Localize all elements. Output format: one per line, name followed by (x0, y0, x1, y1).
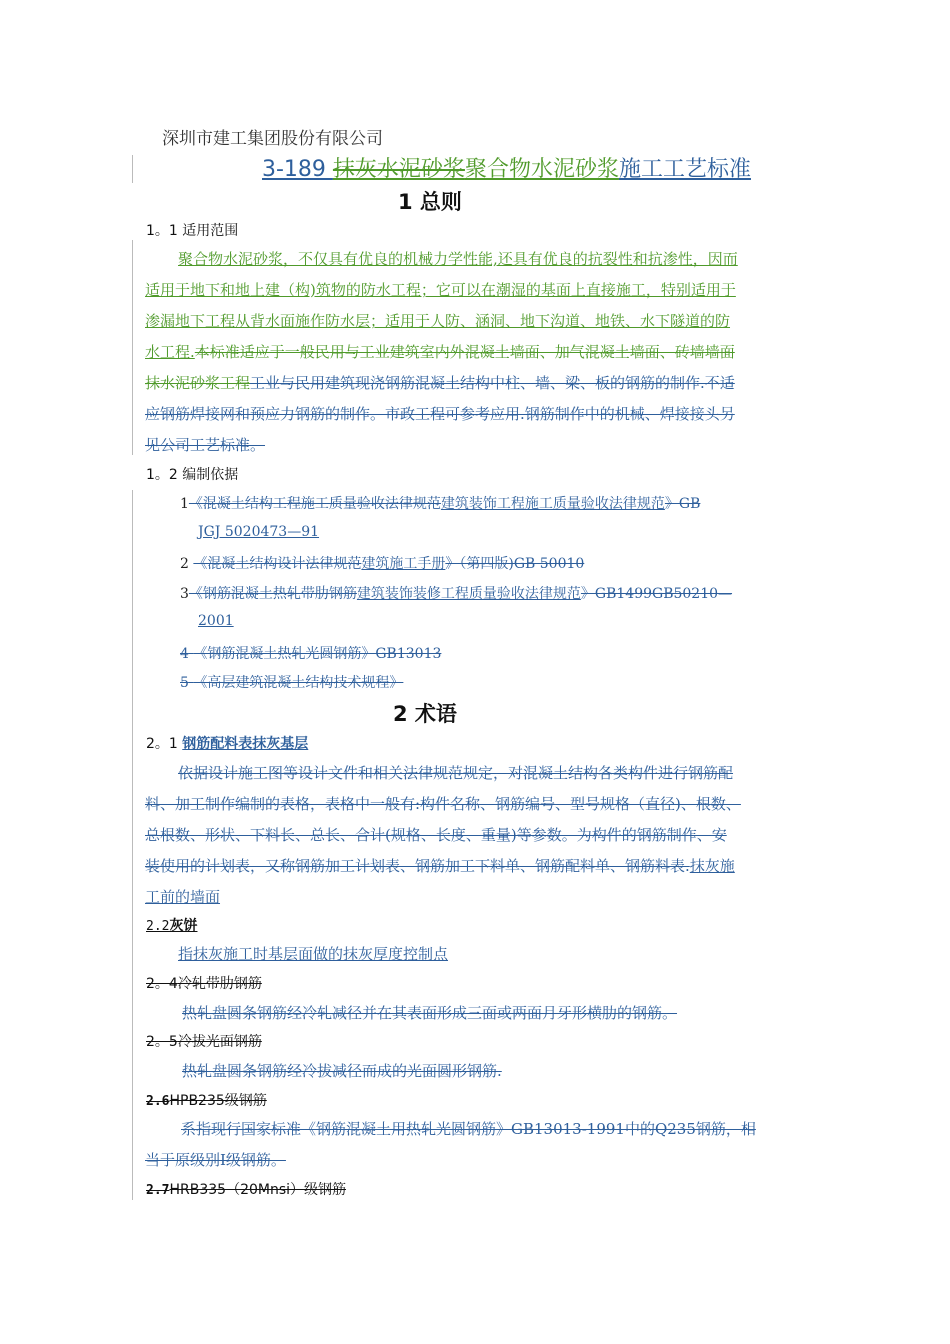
term-label: 2。5冷拔光面钢筋 (146, 1034, 262, 1050)
paragraph-line: 见公司工艺标准。 (145, 436, 266, 454)
paragraph-line: 渗漏地下工程从背水面施作防水层；适用于人防、涵洞、地下沟道、地铁、水下隧道的防 (145, 312, 731, 330)
paragraph-line: 系指现行国家标准《钢筋混凝土用热轧光圆钢筋》GB13013-1991中的Q235钢筋，相 (181, 1120, 756, 1138)
paragraph-line: 应钢筋焊接网和预应力钢筋的制作。市政工程可参考应用.钢筋制作中的机械、焊接接头另 (145, 405, 735, 423)
document-title: 3-189 抹灰水泥砂浆聚合物水泥砂浆施工工艺标准 (262, 157, 751, 182)
paragraph-line: 适用于地下和地上建（构)筑物的防水工程；它可以在潮湿的基面上直接施工，特别适用于 (145, 281, 736, 299)
term-label: 2.7HRB335（20Mnsi）级钢筋 (146, 1182, 347, 1198)
paragraph-line: 指抹灰施工时基层面做的抹灰厚度控制点 (178, 945, 449, 963)
reference-item: JGJ 5020473—91 (198, 524, 320, 540)
revision-bar (132, 700, 133, 1200)
reference-item: 4 《钢筋混凝土热轧光圆钢筋》GB13013 (180, 646, 442, 662)
paragraph-line: 工前的墙面 (145, 888, 221, 906)
revision-bar (132, 155, 133, 183)
term-label: 2。4冷轧带肋钢筋 (146, 976, 262, 992)
paragraph-line: 热轧盘圆条钢筋经冷拔减径而成的光面圆形钢筋. (182, 1062, 502, 1080)
paragraph-line: 热轧盘圆条钢筋经冷轧减径并在其表面形成三面或两面月牙形横肋的钢筋。 (182, 1004, 678, 1022)
subsection-label: 1。2 编制依据 (146, 467, 239, 483)
term-label: 2。1 钢筋配料表抹灰基层 (146, 736, 309, 752)
company-name: 深圳市建工集团股份有限公司 (162, 129, 383, 149)
revision-bar (132, 490, 133, 700)
paragraph-line: 聚合物水泥砂浆，不仅具有优良的机械力学性能,还具有优良的抗裂性和抗渗性，因而 (178, 250, 738, 268)
paragraph-line: 抹水泥砂浆工程工业与民用建筑现浇钢筋混凝土结构中柱、墙、梁、板的钢筋的制作.不适 (145, 374, 735, 392)
paragraph-line: 当于原级别Ⅰ级钢筋。 (145, 1151, 286, 1169)
reference-item: 1《混凝土结构工程施工质量验收法律规范建筑装饰工程施工质量验收法律规范》GB (180, 496, 701, 512)
reference-item: 2001 (198, 613, 234, 629)
paragraph-line: 料、加工制作编制的表格，表格中一般有:构件名称、钢筋编号、型号规格（直径)、根数、 (145, 795, 741, 813)
revision-bar (132, 240, 133, 455)
reference-item: 5 《高层建筑混凝土结构技术规程》 (180, 675, 404, 691)
term-label: 2.6HPB235级钢筋 (146, 1093, 267, 1109)
section-heading: 2 术语 (393, 702, 457, 726)
paragraph-line: 总根数、形状、下料长、总长、合计(规格、长度、重量)等参数。为构件的钢筋制作、安 (145, 826, 727, 844)
paragraph-line: 依据设计施工图等设计文件和相关法律规范规定，对混凝土结构各类构件进行钢筋配 (178, 764, 734, 782)
section-heading: 1 总则 (398, 190, 462, 214)
reference-item: 3《钢筋混凝土热轧带肋钢筋建筑装饰装修工程质量验收法律规范》GB1499GB50210— (180, 586, 733, 602)
paragraph-line: 装使用的计划表，又称钢筋加工计划表、钢筋加工下料单、钢筋配料单、钢筋料表.抹灰施 (145, 857, 735, 875)
reference-item: 2 《混凝土结构设计法律规范建筑施工手册》（第四版)GB 50010 (180, 556, 585, 572)
term-label: 2.2灰饼 (146, 918, 198, 934)
subsection-label: 1。1 适用范围 (146, 223, 239, 239)
paragraph-line: 水工程.本标准适应于一般民用与工业建筑室内外混凝土墙面、加气混凝土墙面、砖墙墙面 (145, 343, 735, 361)
